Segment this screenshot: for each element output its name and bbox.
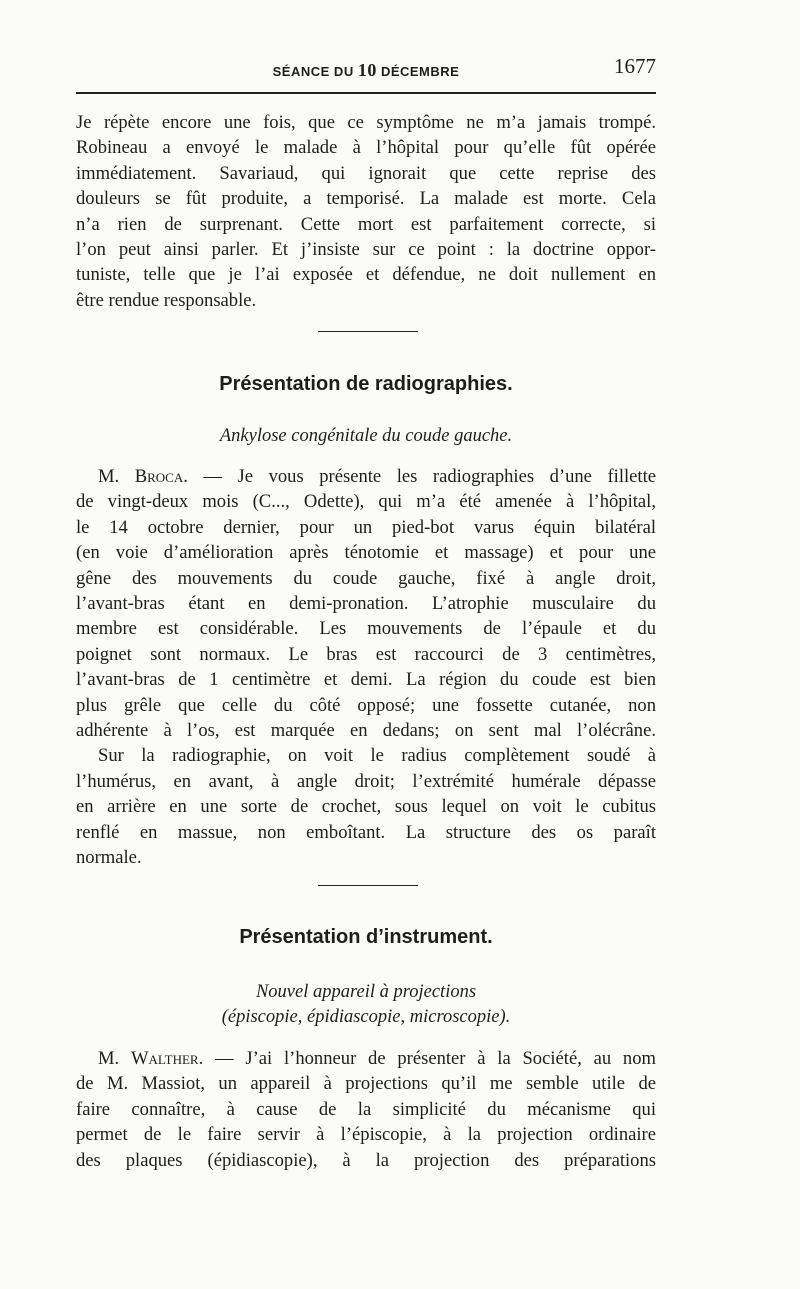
- paragraph-line-text: . — J’ai l’honneur de présenter à la Société, au nom: [198, 1048, 656, 1069]
- paragraph-line: immédiatement. Savariaud, qui ignorait que cette reprise des: [76, 162, 656, 184]
- paragraph-line: l’on peut ainsi parler. Et j’insiste sur ce point : la doctrine oppor-: [76, 239, 656, 261]
- running-title-post: DÉCEMBRE: [376, 64, 460, 79]
- section-divider: [318, 885, 418, 886]
- broca-paragraph-2: [76, 743, 656, 870]
- running-header: [76, 54, 656, 84]
- header-rule: [76, 92, 656, 94]
- running-title-pre: SÉANCE DU: [272, 64, 358, 79]
- paragraph-line: Sur la radiographie, on voit le radius complètement soudé à: [98, 745, 656, 767]
- paragraph-line: en arrière en une sorte de crochet, sous lequel on voit le cubitus: [76, 796, 656, 818]
- paragraph-line: l’avant-bras de 1 centimètre et demi. La région du coude est bien: [76, 669, 656, 691]
- paragraph-line: [76, 464, 656, 489]
- paragraph-line: membre est considérable. Les mouvements de l’épaule et du: [76, 618, 656, 640]
- walther-communication: [76, 1046, 656, 1173]
- paragraph-line: douleurs se fût produite, a temporisé. La malade est morte. Cela: [76, 188, 656, 210]
- speaker-prefix: M.: [98, 466, 135, 487]
- section-divider: [318, 331, 418, 332]
- section-heading-radiographies: Présentation de radiographies.: [219, 373, 513, 395]
- running-title-number: 10: [357, 60, 377, 80]
- paragraph-line: tuniste, telle que je l’ai exposée et défendue, ne doit nullement en: [76, 264, 656, 286]
- paragraph-line: normale.: [76, 847, 142, 869]
- page-number: 1677: [614, 54, 656, 78]
- paragraph-line: n’a rien de surprenant. Cette mort est parfaitement correcte, si: [76, 213, 656, 235]
- speaker-prefix: M.: [98, 1048, 131, 1069]
- paragraph-text: [76, 110, 656, 313]
- paragraph-line: Robineau a envoyé le malade à l’hôpital pour qu’elle fût opérée: [76, 137, 656, 159]
- walther-paragraph-1: [76, 1046, 656, 1173]
- broca-communication: [76, 464, 656, 871]
- paragraph-line: renflé en massue, non emboîtant. La structure des os paraît: [76, 821, 656, 843]
- section-heading-instrument: Présentation d’instrument.: [239, 926, 493, 948]
- paragraph-line: gêne des mouvements du coude gauche, fixé à angle droit,: [76, 567, 656, 589]
- paragraph-line: l’avant-bras étant en demi-pronation. L’atrophie musculaire du: [76, 593, 656, 615]
- section-subheading-appareil-2: (épiscopie, épidiascopie, microscopie).: [221, 1007, 511, 1027]
- paragraph-line: Je répète encore une fois, que ce symptôme ne m’a jamais trompé.: [76, 112, 656, 133]
- broca-paragraph-1: [76, 464, 656, 743]
- paragraph-line-text: . — Je vous présente les radiographies d’une fillette: [183, 466, 656, 487]
- paragraph-line: l’humérus, en avant, à angle droit; l’extrémité humérale dépasse: [76, 770, 656, 792]
- paragraph-line: [76, 1046, 656, 1071]
- paragraph-line: être rendue responsable.: [76, 289, 257, 311]
- paragraph-line: de vingt-deux mois (C..., Odette), qui m’a été amenée à l’hôpital,: [76, 491, 656, 513]
- paragraph-continuation: [76, 110, 656, 313]
- paragraph-line: le 14 octobre dernier, pour un pied-bot varus équin bilatéral: [76, 516, 656, 538]
- section-subheading-appareil: Nouvel appareil à projections: [255, 982, 477, 1002]
- speaker-name: Walther: [130, 1048, 199, 1069]
- speaker-name: Broca: [134, 466, 184, 487]
- paragraph-line: de M. Massiot, un appareil à projections qu’il me semble utile de: [76, 1073, 656, 1095]
- running-title: [76, 60, 656, 81]
- paragraph-line: plus grêle que celle du côté opposé; une fossette cutanée, non: [76, 694, 656, 716]
- paragraph-line: permet de le faire servir à l’épiscopie, à la projection ordinaire: [76, 1124, 656, 1146]
- paragraph-line: adhérente à l’os, est marquée en dedans; on sent mal l’olécrâne.: [76, 720, 656, 742]
- paragraph-line: poignet sont normaux. Le bras est raccourci de 3 centimètres,: [76, 643, 656, 665]
- paragraph-line: faire connaître, à cause de la simplicité du mécanisme qui: [76, 1098, 656, 1120]
- section-subheading-ankylose: Ankylose congénitale du coude gauche.: [219, 426, 513, 446]
- paragraph-line: (en voie d’amélioration après ténotomie et massage) et pour une: [76, 542, 656, 564]
- paragraph-line: des plaques (épidiascopie), à la projection des préparations: [76, 1149, 656, 1171]
